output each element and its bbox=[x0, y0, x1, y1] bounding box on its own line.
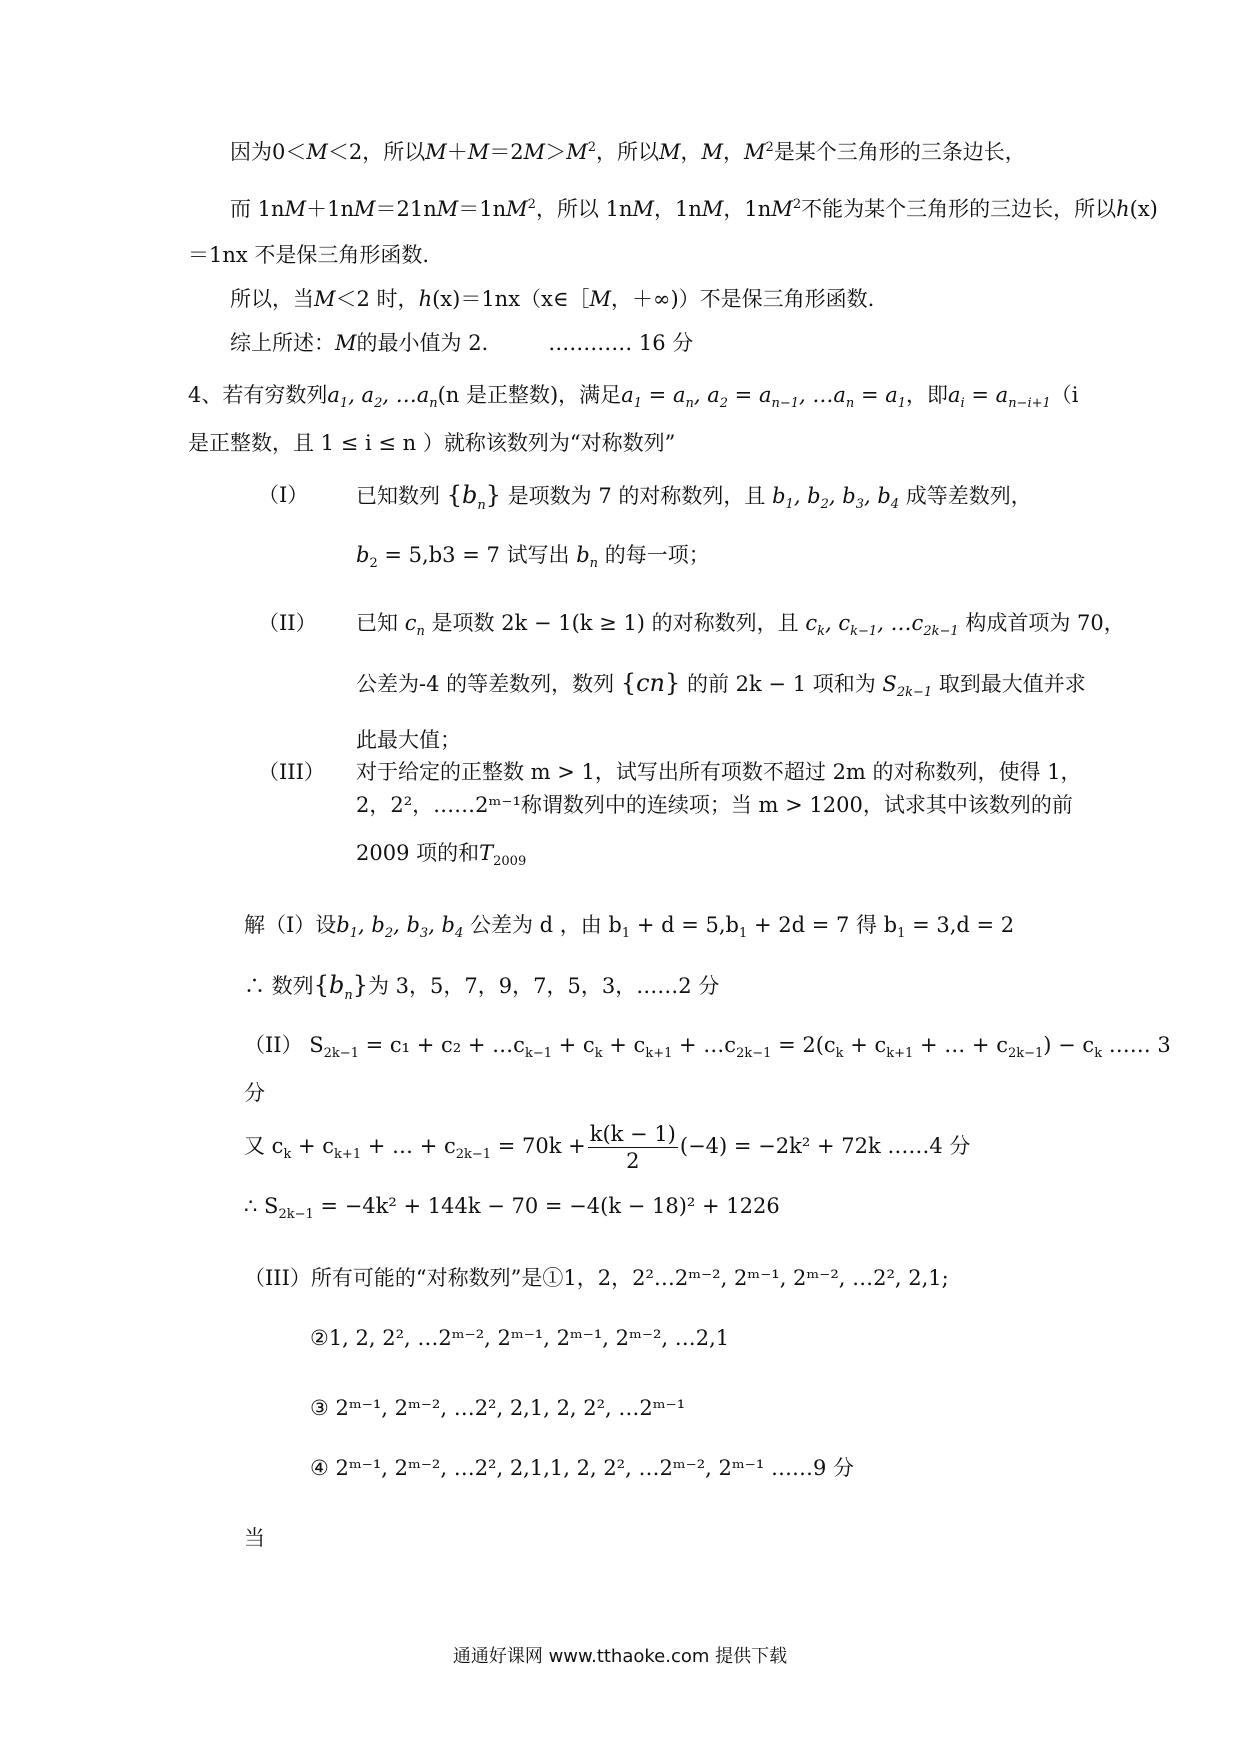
var-m: M bbox=[335, 331, 357, 355]
var-m: M bbox=[701, 197, 724, 221]
var-h: h bbox=[418, 287, 433, 311]
t: = 3,d = 2 bbox=[905, 913, 1015, 937]
t: ＝1n bbox=[458, 197, 507, 221]
t: （II） S bbox=[244, 1033, 324, 1057]
math: {cn} bbox=[620, 669, 681, 697]
t: (x)＝1nx（x∈［ bbox=[432, 287, 590, 311]
t: 构成首项为 70， bbox=[965, 611, 1125, 635]
t: 的最小值为 2. bbox=[356, 331, 489, 355]
part-ii-line-2 bbox=[356, 668, 1086, 699]
math: $a_1$, $a_2$, $\dots a_n$ bbox=[327, 383, 438, 412]
solution-line-9: ③ 2ᵐ⁻¹, 2ᵐ⁻², …2², 2,1, 2, 2², …2ᵐ⁻¹ bbox=[310, 1396, 686, 1420]
denominator: 2 bbox=[626, 1149, 640, 1173]
t: = c₁ + c₂ + …c bbox=[358, 1033, 525, 1057]
t: = 5,b3 = 7 试写出 bbox=[377, 543, 570, 567]
part-ii-label: （II） bbox=[258, 611, 317, 635]
solution-line-8: ②1, 2, 2², …2ᵐ⁻², 2ᵐ⁻¹, 2ᵐ⁻¹, 2ᵐ⁻², …2,1 bbox=[310, 1326, 730, 1350]
t: ＞ bbox=[545, 140, 567, 164]
math: $\{b_n\}$ bbox=[446, 481, 501, 513]
var-m: M bbox=[353, 197, 376, 221]
var-m: M bbox=[744, 140, 766, 164]
t: 解（I）设 bbox=[244, 913, 337, 937]
t: ＜2 时， bbox=[335, 287, 419, 311]
t: ，1n bbox=[654, 197, 702, 221]
math: $b_1$, $b_2$, $b_3$, $b_4$ bbox=[336, 913, 464, 942]
solution-line-10: ④ 2ᵐ⁻¹, 2ᵐ⁻², …2², 2,1,1, 2, 2², …2ᵐ⁻², 2ᵐ⁻¹ ……9 分 bbox=[310, 1456, 854, 1480]
t: + c bbox=[291, 1134, 335, 1158]
var-m: M bbox=[506, 197, 528, 221]
solution-line-4: 分 bbox=[244, 1081, 265, 1105]
t: 已知 bbox=[356, 611, 398, 635]
var-m: M bbox=[566, 140, 588, 164]
var-m: M bbox=[314, 287, 336, 311]
math: $\{b_n\}$ bbox=[313, 971, 368, 1003]
math: $S_{2k-1}$ bbox=[882, 672, 933, 701]
part-iii-line-1: 对于给定的正整数 m > 1，试写出所有项数不超过 2m 的对称数列，使得 1， bbox=[356, 760, 1082, 784]
var-h: h bbox=[1116, 197, 1130, 221]
t: 综上所述： bbox=[230, 331, 335, 355]
t: 公差为-4 的等差数列，数列 bbox=[356, 672, 615, 696]
page-footer: 通通好课网 www.tthaoke.com 提供下载 bbox=[452, 1646, 788, 1667]
numerator: k(k − 1) bbox=[589, 1122, 676, 1146]
score-marker: ………… 16 分 bbox=[548, 331, 694, 355]
t: + 2d = 7 得 b bbox=[747, 913, 898, 937]
fraction bbox=[588, 1121, 678, 1174]
t: + c bbox=[602, 1033, 646, 1057]
t: …… 3 bbox=[1102, 1033, 1171, 1057]
text-line-1: 因为0＜M＜2，所以$M+M=2M>M^2$，所以M，M，$M^2$是某个三角形的三条边长， bbox=[230, 140, 1026, 164]
t: + c bbox=[551, 1033, 595, 1057]
math: $b_1$, $b_2$, $b_3$, $b_4$ bbox=[772, 484, 900, 513]
solution-line-1: 解（I）设$b_1$, $b_2$, $b_3$, $b_4$ 公差为 d ，由 $b_1 + d = 5,b_1 + 2d = 7$ 得 $b_1 = 3,d = 2$ bbox=[244, 913, 1015, 942]
part-ii-line-1 bbox=[356, 608, 1125, 638]
text-line-5 bbox=[230, 328, 693, 358]
text-line-4 bbox=[230, 284, 874, 314]
var-m: M bbox=[436, 197, 459, 221]
t: （i bbox=[1050, 383, 1079, 407]
question-4-stem bbox=[188, 380, 1079, 410]
t: + c bbox=[843, 1033, 887, 1057]
part-iii-line-3: 2009 项的和$T_{2009}$ bbox=[356, 841, 527, 870]
math: $a_i = a_{n-i+1}$ bbox=[948, 383, 1051, 412]
t: (−4) = −2k² + 72k ……4 分 bbox=[679, 1134, 971, 1158]
text-line-3: ＝1nx 不是保三角形函数. bbox=[188, 243, 430, 267]
t: + …c bbox=[672, 1033, 737, 1057]
t: ， bbox=[680, 140, 702, 164]
t: + d = 5,b bbox=[630, 913, 739, 937]
t: = 70k + bbox=[491, 1134, 586, 1158]
var-m: M bbox=[425, 140, 447, 164]
t: 成等差数列， bbox=[905, 484, 1032, 508]
t: 又 c bbox=[244, 1134, 284, 1158]
t: ∴ 数列 bbox=[244, 974, 314, 998]
t: ＝21n bbox=[375, 197, 437, 221]
t: 所以，当 bbox=[230, 287, 314, 311]
solution-line-11: 当 bbox=[244, 1526, 265, 1550]
math: $c_n$ bbox=[404, 611, 425, 640]
t: (n 是正整数)，满足 bbox=[437, 383, 622, 407]
t: 而 1n bbox=[230, 197, 285, 221]
t: ，＋∞)）不是保三角形函数. bbox=[610, 287, 875, 311]
part-iii-line-2: 2，2²，……2ᵐ⁻¹称谓数列中的连续项；当 m > 1200，试求其中该数列的前 bbox=[356, 793, 1073, 817]
t: ＋ bbox=[446, 140, 468, 164]
t: 不能为某个三角形的三边长，所以 bbox=[801, 197, 1117, 221]
t: ，所以 1n bbox=[535, 197, 633, 221]
var-m: M bbox=[589, 287, 611, 311]
t: = −4k² + 144k − 70 = −4(k − 18)² + 1226 bbox=[313, 1194, 780, 1218]
math: $c_k$, $c_{k-1}$, $\dots c_{2k-1}$ bbox=[805, 611, 959, 640]
t: ，1n bbox=[723, 197, 772, 221]
question-4-stem-2: 是正整数，且 1 ≤ i ≤ n ）就称该数列为“对称数列” bbox=[188, 431, 676, 455]
part-i-label: （I） bbox=[258, 483, 309, 507]
t: ＋1n bbox=[306, 197, 354, 221]
t: ， bbox=[723, 140, 745, 164]
solution-line-5: 又 $c_k + c_{k+1}$ + … + $c_{2k-1} = 70k$ + $\frac{k(k - 1)}{2}$ (−4) = −2k² + 72k ……4 分 bbox=[244, 1122, 971, 1173]
t: 已知数列 bbox=[356, 484, 440, 508]
t: 是某个三角形的三条边长， bbox=[773, 140, 1026, 164]
t: 2009 项的和 bbox=[356, 841, 480, 865]
t: = 2(c bbox=[771, 1033, 836, 1057]
solution-line-7: （III）所有可能的“对称数列”是①1，2，2²…2ᵐ⁻², 2ᵐ⁻¹, 2ᵐ⁻², …2², 2,1; bbox=[244, 1266, 949, 1290]
part-i-line-2: $b_2 = 5,b3 = 7$ 试写出 $b_n$ 的每一项； bbox=[356, 543, 710, 572]
part-i-line-1 bbox=[356, 480, 1032, 511]
solution-line-3: （II） $S_{2k-1} = c_1 + c_2$ + $\dots c_{k-1} + c_k + c_{k+1}$ + $\dots c_{2k-1} = 2(c_k + c_{k+1}$ + … + $c_{2k-1}) - c_k$ …… 3 bbox=[244, 1033, 1171, 1062]
var-m: M bbox=[701, 140, 724, 164]
t: 是项数 2k − 1(k ≥ 1) 的对称数列，且 bbox=[431, 611, 799, 635]
t: ) − c bbox=[1043, 1033, 1095, 1057]
t: 因为0＜ bbox=[230, 140, 307, 164]
solution-line-2 bbox=[244, 970, 719, 1001]
part-iii-label: （III） bbox=[258, 760, 325, 784]
t: ＜2，所以 bbox=[327, 140, 426, 164]
t: (x) bbox=[1129, 197, 1158, 221]
t: ，所以 bbox=[595, 140, 659, 164]
var-m: M bbox=[467, 140, 490, 164]
solution-line-6: ∴ $S_{2k-1} = -4k^2 + 144k - 70 = -4(k - 18)^2 + 1226$ bbox=[244, 1194, 780, 1223]
t: 为 3，5，7，9，7，5，3，……2 分 bbox=[368, 974, 720, 998]
t: 公差为 d ，由 b bbox=[469, 913, 622, 937]
math: $a_1 = a_n$, $a_2 = a_{n-1}$, $\dots a_n = a_1$ bbox=[621, 383, 907, 412]
math: $b_n$ bbox=[576, 543, 599, 572]
t: 4、若有穷数列 bbox=[188, 383, 328, 407]
t: 是项数为 7 的对称数列，且 bbox=[507, 484, 766, 508]
var-m: M bbox=[632, 197, 655, 221]
var-m: M bbox=[658, 140, 681, 164]
t: b bbox=[356, 543, 370, 567]
t: ∴ S bbox=[244, 1194, 279, 1218]
var-m: M bbox=[284, 197, 307, 221]
t: 的前 2k − 1 项和为 bbox=[686, 672, 876, 696]
t: ＝2 bbox=[489, 140, 524, 164]
part-ii-line-3: 此最大值； bbox=[356, 728, 461, 752]
t: T bbox=[479, 841, 494, 865]
t: + … + c bbox=[361, 1134, 456, 1158]
t: + … + c bbox=[913, 1033, 1008, 1057]
t: ，即 bbox=[906, 383, 949, 407]
var-m: M bbox=[771, 197, 793, 221]
var-m: M bbox=[306, 140, 328, 164]
t: 的每一项； bbox=[604, 543, 710, 567]
var-m: M bbox=[523, 140, 546, 164]
text-line-2: 而 $1nM+1nM=21nM=1nM^2$，所以 1nM，1nM，$1nM^2$不能为某个三角形的三边长，所以h(x) bbox=[230, 197, 1158, 221]
t: 取到最大值并求 bbox=[938, 672, 1086, 696]
